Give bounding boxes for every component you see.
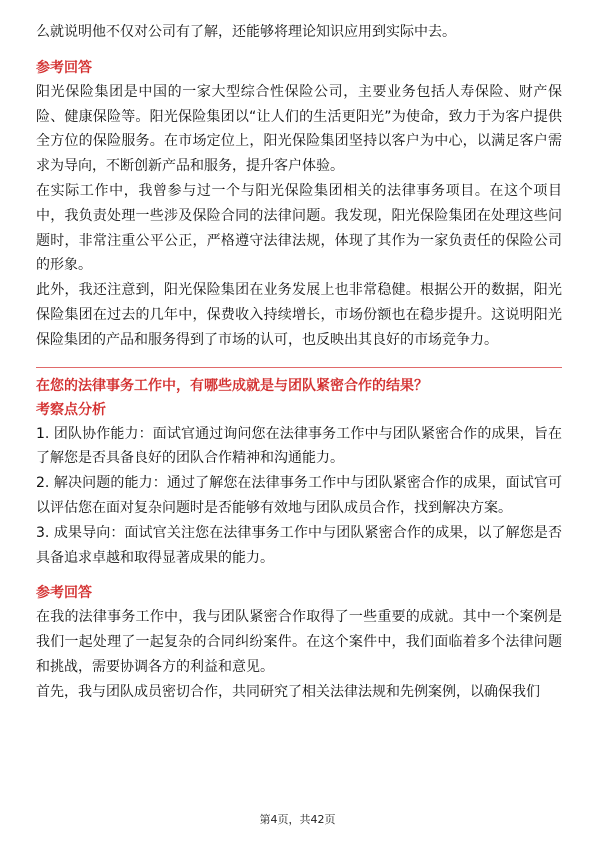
answer-paragraph-2: 在实际工作中，我曾参与过一个与阳光保险集团相关的法律事务项目。在这个项目中，我负责处理一些涉及保险合同的法律问题。我发现，阳光保险集团在处理这些问题时，非常注重公平公正，严格遵守法律法规，体现了其作为一家负责任的保险公司的形象。 bbox=[36, 182, 562, 274]
answer2-paragraph-2: 首先，我与团队成员密切合作，共同研究了相关法律法规和先例案例，以确保我们 bbox=[36, 683, 540, 700]
analysis-heading: 考察点分析 bbox=[36, 401, 106, 418]
page-content bbox=[36, 20, 562, 705]
analysis-item-1: 1. 团队协作能力：面试官通过询问您在法律事务工作中与团队紧密合作的成果，旨在了解您是否具备良好的团队合作精神和沟通能力。 bbox=[36, 425, 562, 467]
answer-heading: 参考回答 bbox=[36, 59, 92, 76]
answer-heading-2: 参考回答 bbox=[36, 585, 92, 602]
spacer bbox=[36, 45, 562, 56]
spacer bbox=[36, 570, 562, 581]
page-number: 第4页，共42页 bbox=[259, 813, 336, 826]
analysis-item-2: 2. 解决问题的能力：通过了解您在法律事务工作中与团队紧密合作的成果，面试官可以评估您在面对复杂问题时是否能够有效地与团队成员合作，找到解决方案。 bbox=[36, 475, 562, 516]
continuation-paragraph: 么就说明他不仅对公司有了解，还能够将理论知识应用到实际中去。 bbox=[36, 24, 456, 40]
answer2-paragraph-1: 在我的法律事务工作中，我与团队紧密合作取得了一些重要的成就。其中一个案例是我们一起处理了一起复杂的合同纠纷案件。在这个案件中，我们面临着多个法律问题和挑战，需要协调各方的利益和意见。 bbox=[36, 609, 562, 675]
spacer bbox=[36, 353, 562, 367]
analysis-item-3: 3. 成果导向：面试官关注您在法律事务工作中与团队紧密合作的成果，以了解您是否具备追求卓越和取得显著成果的能力。 bbox=[36, 524, 562, 566]
interview-question: 在您的法律事务工作中，有哪些成就是与团队紧密合作的结果？ bbox=[36, 377, 428, 394]
answer-paragraph-3: 此外，我还注意到，阳光保险集团在业务发展上也非常稳健。根据公开的数据，阳光保险集团在过去的几年中，保费收入持续增长，市场份额也在稳步提升。这说明阳光保险集团的产品和服务得到了市场的认可，也反映出其良好的市场竞争力。 bbox=[36, 282, 562, 348]
answer-paragraph-1: 阳光保险集团是中国的一家大型综合性保险公司，主要业务包括人寿保险、财产保险、健康保险等。阳光保险集团以“让人们的生活更阳光”为使命，致力于为客户提供全方位的保险服务。在市场定位上，阳光保险集团坚持以客户为中心，以满足客户需求为导向，不断创新产品和服务，提升客户体验。 bbox=[36, 83, 562, 175]
